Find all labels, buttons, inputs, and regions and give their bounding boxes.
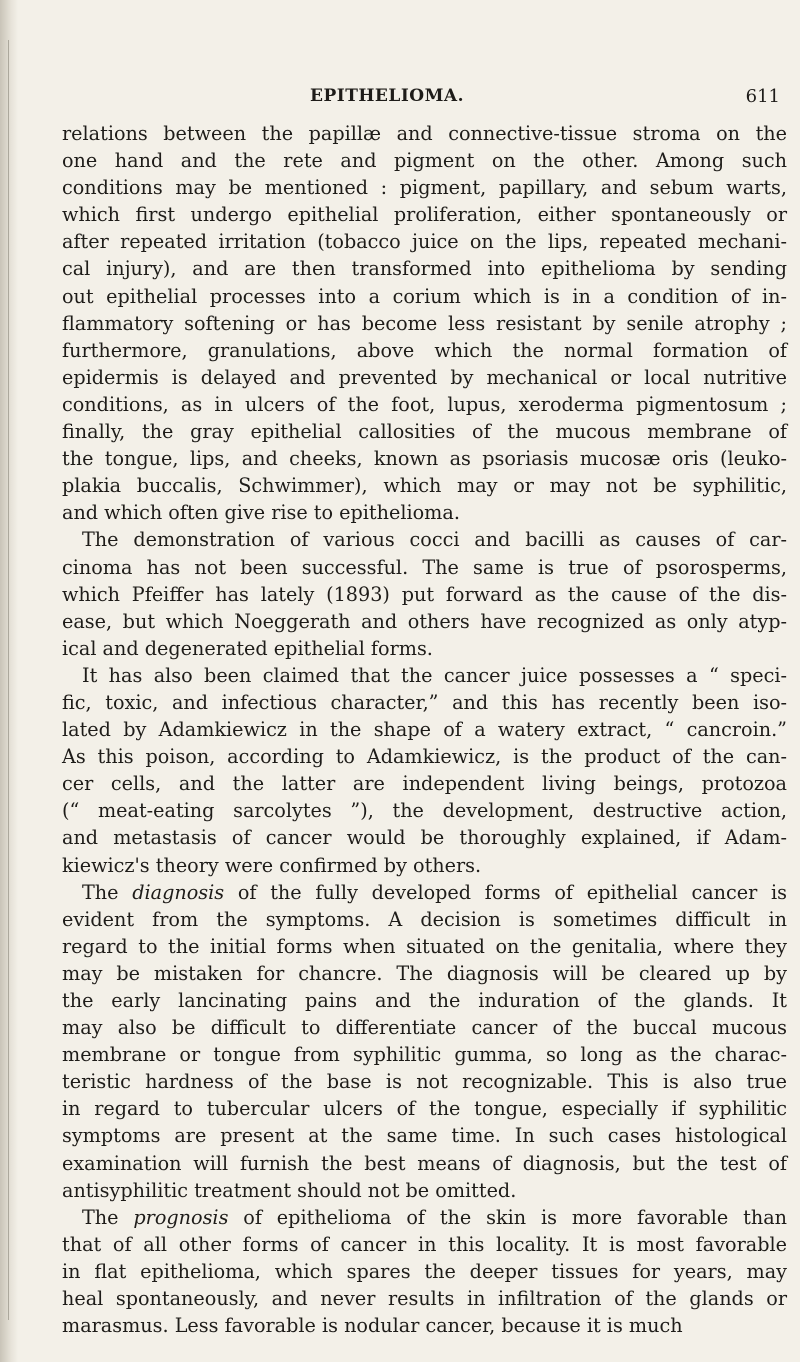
text-line: one hand and the rete and pigment on the other. Among such xyxy=(62,149,787,173)
text-line: may be mistaken for chancre. The diagnosis will be cleared up by xyxy=(62,961,787,985)
text-line: ical and degenerated epithelial forms. xyxy=(62,636,433,660)
text-line: plakia buccalis, Schwimmer), which may or may not be syphilitic, xyxy=(62,474,787,498)
text-line: evident from the symptoms. A decision is sometimes difficult in xyxy=(62,907,787,931)
text-line: and which often give rise to epithelioma. xyxy=(62,501,460,525)
binding-shadow-line xyxy=(8,40,9,1320)
text-line: It has also been claimed that the cancer juice possesses a “ speci- xyxy=(82,663,787,687)
text-line: symptoms are present at the same time. In such cases histological xyxy=(62,1124,787,1148)
text-line: fic, toxic, and infectious character,” and this has recently been iso- xyxy=(62,690,787,714)
italic-term: prognosis xyxy=(133,1205,229,1229)
italic-term: diagnosis xyxy=(132,880,225,904)
text-line: relations between the papillæ and connective-tissue stroma on the xyxy=(62,122,787,145)
page-number: 611 xyxy=(745,86,780,107)
text-line: (“ meat-eating sarcolytes ”), the development, destructive action, xyxy=(62,799,787,823)
text-line: furthermore, granulations, above which the normal formation of xyxy=(62,338,787,362)
text-line: cinoma has not been successful. The same is true of psorosperms, xyxy=(62,555,787,579)
text-line: the tongue, lips, and cheeks, known as psoriasis mucosæ oris (leuko- xyxy=(62,447,787,471)
text-line: conditions may be mentioned : pigment, papillary, and sebum warts, xyxy=(62,176,787,200)
text-line: The prognosis of epithelioma of the skin is more favorable than xyxy=(82,1205,787,1229)
text-line: cer cells, and the latter are independent living beings, protozoa xyxy=(62,772,787,796)
text-line: heal spontaneously, and never results in infiltration of the glands or xyxy=(62,1287,787,1311)
text-line: in regard to tubercular ulcers of the tongue, especially if syphilitic xyxy=(62,1097,787,1121)
text-line: As this poison, according to Adamkiewicz, is the product of the can- xyxy=(62,745,787,769)
text-line: conditions, as in ulcers of the foot, lupus, xeroderma pigmentosum ; xyxy=(62,392,787,416)
text-line: that of all other forms of cancer in this locality. It is most favorable xyxy=(62,1232,787,1256)
text-line: antisyphilitic treatment should not be omitted. xyxy=(62,1178,517,1202)
text-line: after repeated irritation (tobacco juice on the lips, repeated mechani- xyxy=(62,230,787,254)
text-line: kiewicz's theory were confirmed by others. xyxy=(62,853,482,877)
text-line: flammatory softening or has become less resistant by senile atrophy ; xyxy=(62,311,787,335)
text-line: and metastasis of cancer would be thoroughly explained, if Adam- xyxy=(62,826,787,850)
paragraph xyxy=(62,879,787,1204)
text-line: which first undergo epithelial proliferation, either spontaneously or xyxy=(62,203,787,227)
text-line: The demonstration of various cocci and bacilli as causes of car- xyxy=(82,528,787,552)
text-line: finally, the gray epithelial callosities of the mucous membrane of xyxy=(62,420,787,444)
text-line: epidermis is delayed and prevented by mechanical or local nutritive xyxy=(62,365,787,389)
text-line: the early lancinating pains and the induration of the glands. It xyxy=(62,989,787,1012)
body-text xyxy=(62,120,787,1339)
running-title: EPITHELIOMA. xyxy=(310,86,465,106)
text-line: which Pfeiffer has lately (1893) put forward as the cause of the dis- xyxy=(62,582,787,606)
running-header xyxy=(0,80,800,110)
text-line: teristic hardness of the base is not recognizable. This is also true xyxy=(62,1070,787,1094)
page-binding-edge xyxy=(0,0,18,1362)
text-line: ease, but which Noeggerath and others have recognized as only atyp- xyxy=(62,609,787,633)
text-line: cal injury), and are then transformed into epithelioma by sending xyxy=(62,257,787,281)
text-line: The diagnosis of the fully developed forms of epithelial cancer is xyxy=(82,880,787,904)
text-line: out epithelial processes into a corium which is in a condition of in- xyxy=(62,284,787,308)
text-line: regard to the initial forms when situated on the genitalia, where they xyxy=(62,934,787,958)
text-line: may also be difficult to differentiate cancer of the buccal mucous xyxy=(62,1016,787,1040)
paragraph xyxy=(62,662,787,879)
text-line: in flat epithelioma, which spares the deeper tissues for years, may xyxy=(62,1259,787,1283)
text-line: examination will furnish the best means of diagnosis, but the test of xyxy=(62,1151,787,1175)
paragraph xyxy=(62,120,787,526)
text-line: marasmus. Less favorable is nodular cancer, because it is much xyxy=(62,1314,683,1338)
text-line: lated by Adamkiewicz in the shape of a watery extract, “ cancroin.” xyxy=(62,718,787,742)
paragraph xyxy=(62,526,787,661)
text-line: membrane or tongue from syphilitic gumma, so long as the charac- xyxy=(62,1043,787,1067)
paragraph xyxy=(62,1204,787,1339)
